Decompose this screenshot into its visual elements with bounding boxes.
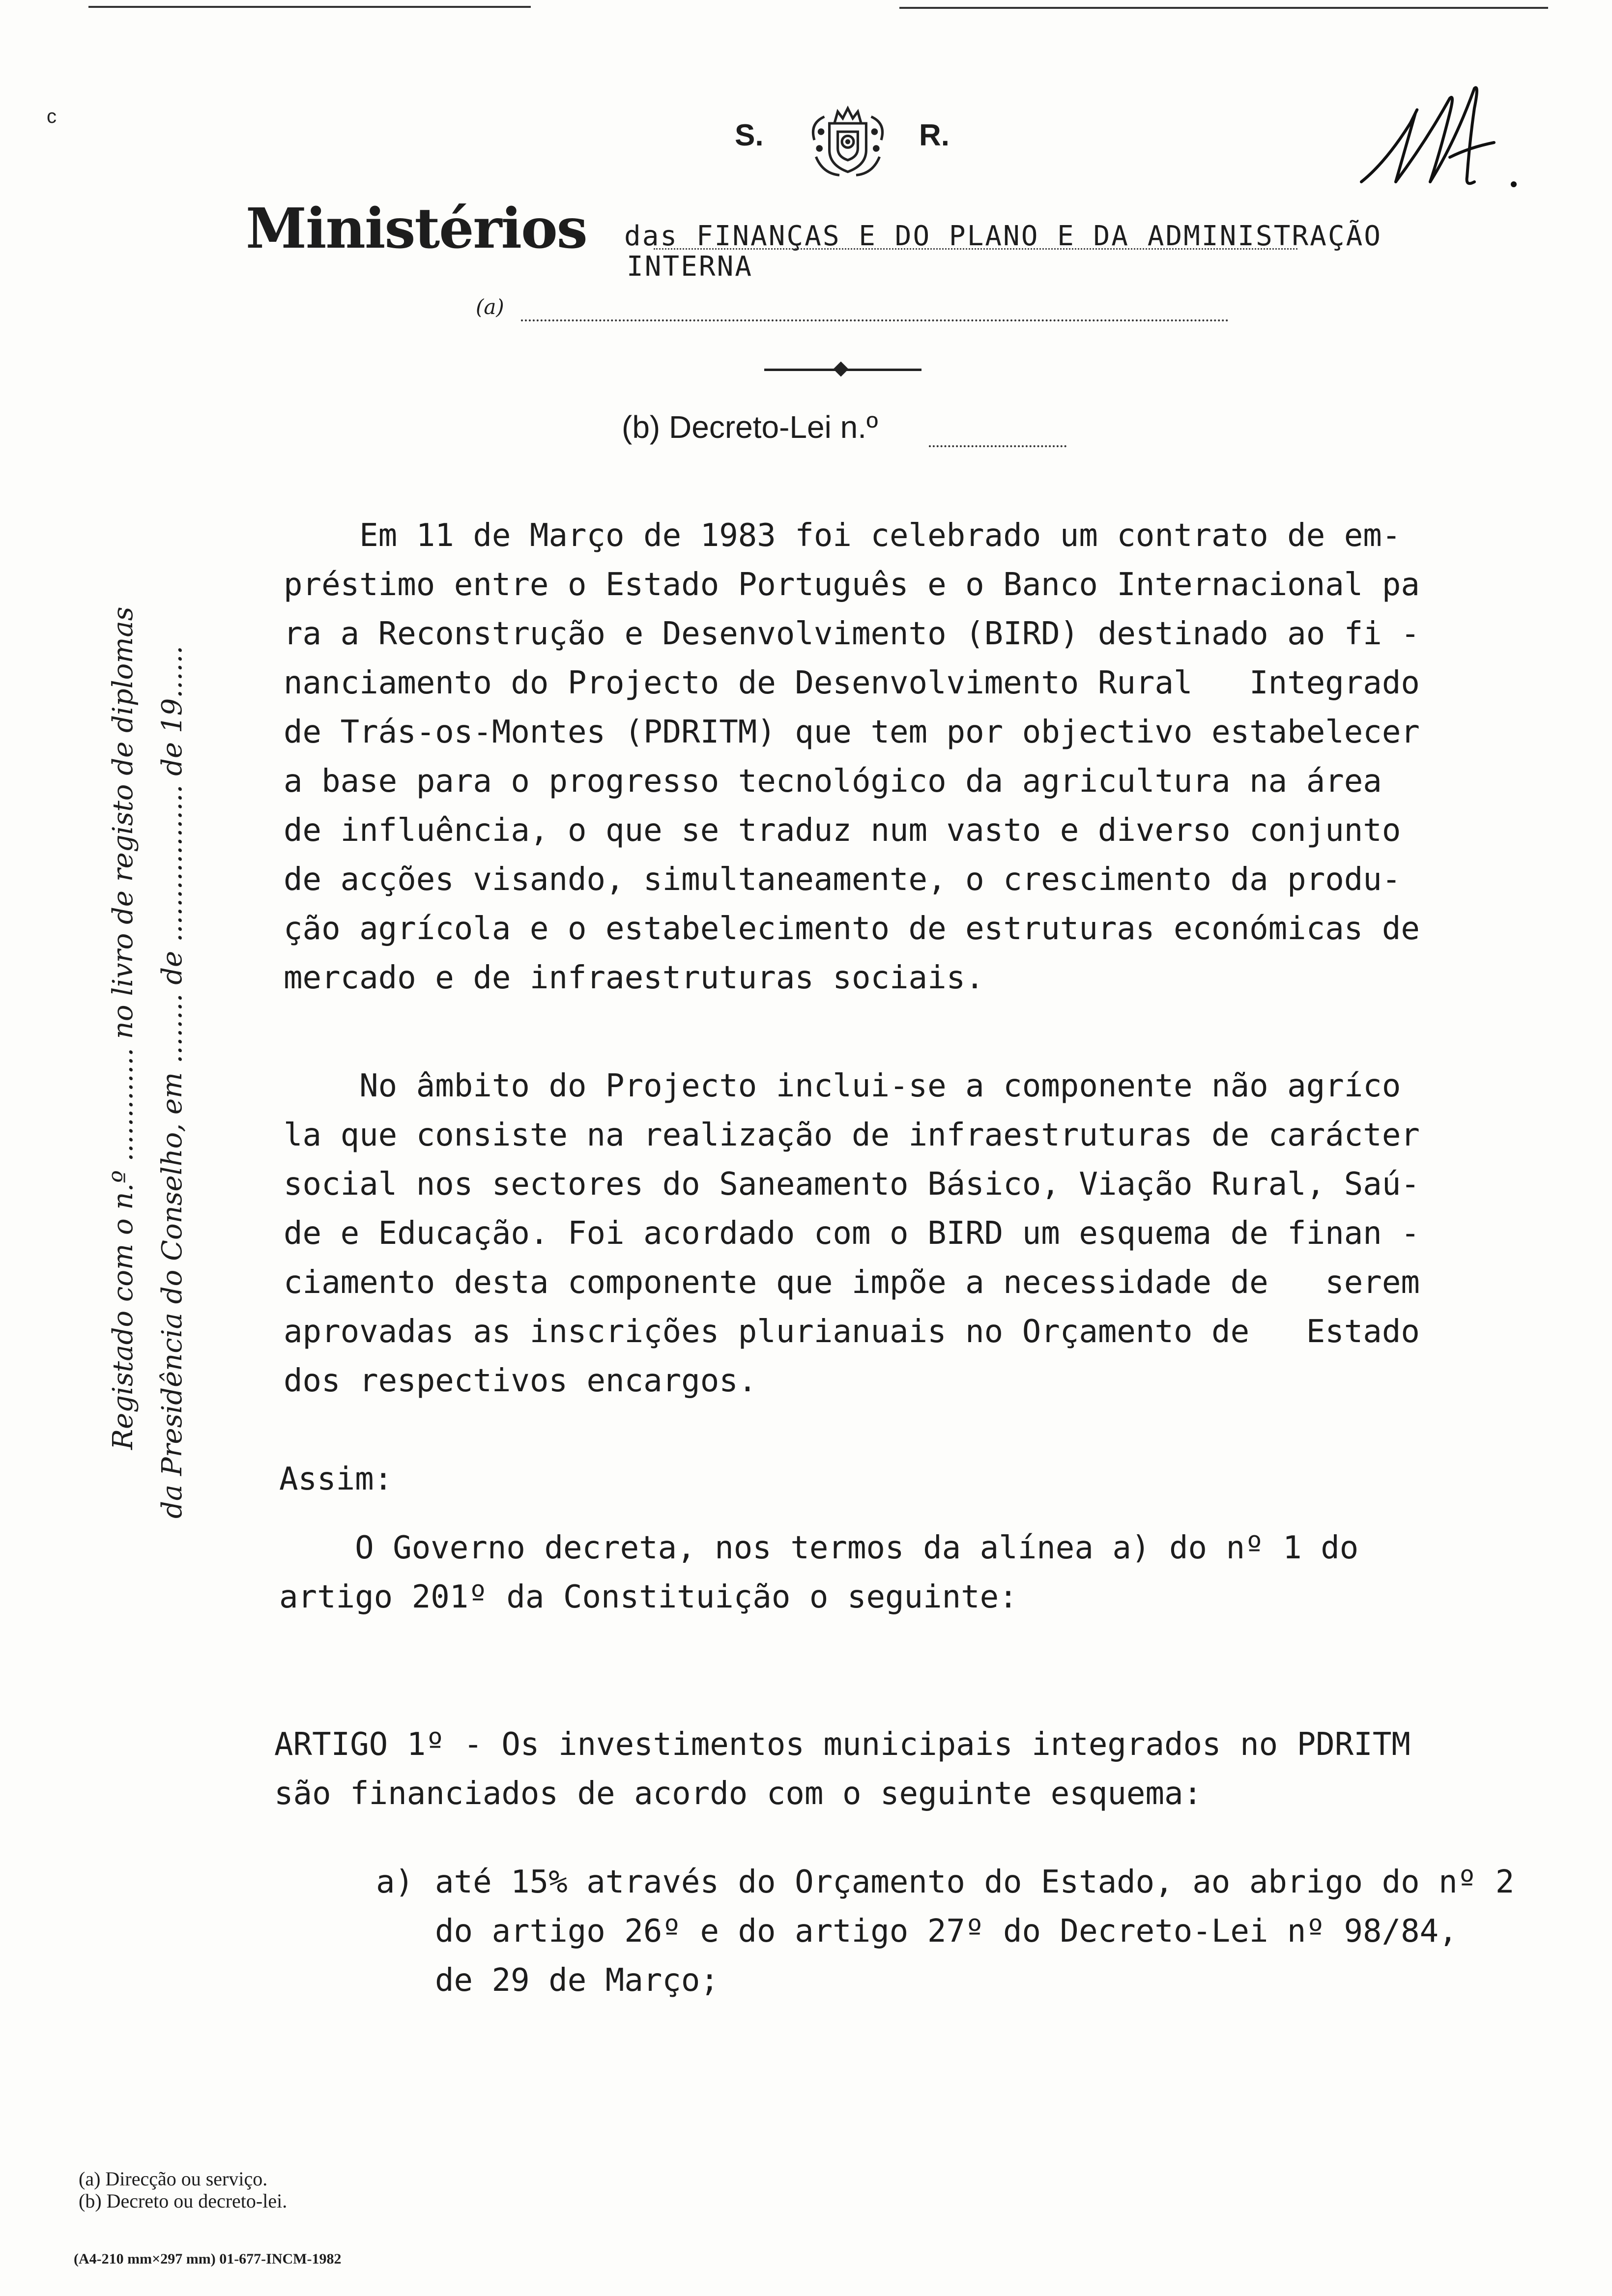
paragraph-line: aprovadas as inscrições plurianuais no Orçamento de Estado xyxy=(284,1314,1420,1350)
item-a-marker: a) xyxy=(376,1864,414,1900)
paragraph-line: ciamento desta componente que impõe a necessidade de serem xyxy=(284,1264,1420,1301)
article-1-line: ARTIGO 1º - Os investimentos municipais integrados no PDRITM xyxy=(274,1726,1410,1763)
decree-number-dotted-line xyxy=(929,445,1066,447)
footnote-b: (b) Decreto ou decreto-lei. xyxy=(79,2190,288,2212)
paragraph-line: social nos sectores do Saneamento Básico, Viação Rural, Saú- xyxy=(284,1166,1420,1203)
paragraph-line: la que consiste na realização de infraestruturas de carácter xyxy=(284,1117,1420,1153)
ministry-label: Ministérios xyxy=(246,197,587,261)
paragraph-line: Em 11 de Março de 1983 foi celebrado um contrato de em- xyxy=(284,517,1401,554)
item-a-line: do artigo 26º e do artigo 27º do Decreto-Lei nº 98/84, xyxy=(435,1913,1458,1950)
coat-of-arms-icon xyxy=(806,98,890,182)
ministry-dotted-line xyxy=(654,248,1297,250)
r-letter: R. xyxy=(919,118,950,152)
top-rule-right xyxy=(899,7,1548,9)
paragraph-line: a base para o progresso tecnológico da agricultura na área xyxy=(284,763,1382,800)
ministry-name-line1: das FINANÇAS E DO PLANO E DA ADMINISTRAÇÃO xyxy=(624,220,1382,252)
paragraph-line: mercado e de infraestruturas sociais. xyxy=(284,960,984,996)
footnote-a: (a) Direcção ou serviço. xyxy=(79,2168,268,2190)
paragraph-line: de e Educação. Foi acordado com o BIRD um esquema de finan - xyxy=(284,1215,1420,1252)
decree-label: (b) Decreto-Lei n.º xyxy=(622,409,878,445)
field-a-dotted-line xyxy=(521,319,1229,321)
assim-label: Assim: xyxy=(279,1461,393,1497)
paragraph-line: nanciamento do Projecto de Desenvolvimento Rural Integrado xyxy=(284,665,1420,701)
paragraph-line: ção agrícola e o estabelecimento de estruturas económicas de xyxy=(284,911,1420,947)
stray-mark: c xyxy=(47,106,57,127)
diamond-icon xyxy=(833,361,848,376)
signature-icon xyxy=(1356,84,1524,201)
paragraph-line: de acções visando, simultaneamente, o crescimento da produ- xyxy=(284,861,1401,898)
item-a-line: até 15% através do Orçamento do Estado, ao abrigo do nº 2 xyxy=(435,1864,1515,1900)
article-1-line: são financiados de acordo com o seguinte esquema: xyxy=(274,1776,1203,1812)
paragraph-line: ra a Reconstrução e Desenvolvimento (BIRD) destinado ao fi - xyxy=(284,616,1420,652)
field-a-label: (a) xyxy=(476,295,504,319)
paragraph-line: de influência, o que se traduz num vasto e diverso conjunto xyxy=(284,812,1401,849)
paragraph-line: No âmbito do Projecto inclui-se a componente não agríco xyxy=(284,1068,1401,1104)
margin-registration-line2: da Presidência do Conselho, em ........ de .................. de 19...... xyxy=(156,645,188,1519)
decree-intro-line: artigo 201º da Constituição o seguinte: xyxy=(279,1579,1018,1615)
item-a-line: de 29 de Março; xyxy=(435,1962,719,1999)
ministry-name-line2: INTERNA xyxy=(627,251,753,283)
paragraph-line: préstimo entre o Estado Português e o Banco Internacional pa xyxy=(284,567,1420,603)
paragraph-line: dos respectivos encargos. xyxy=(284,1363,757,1399)
decree-intro-line: O Governo decreta, nos termos da alínea a) do nº 1 do xyxy=(279,1530,1359,1566)
top-rule-left xyxy=(88,6,531,8)
s-letter: S. xyxy=(735,118,764,152)
margin-registration-line1: Registado com o n.º ............. no livro de registo de diplomas xyxy=(107,606,139,1450)
paragraph-line: de Trás-os-Montes (PDRITM) que tem por objectivo estabelecer xyxy=(284,714,1420,750)
form-code: (A4-210 mm×297 mm) 01-677-INCM-1982 xyxy=(74,2251,342,2267)
